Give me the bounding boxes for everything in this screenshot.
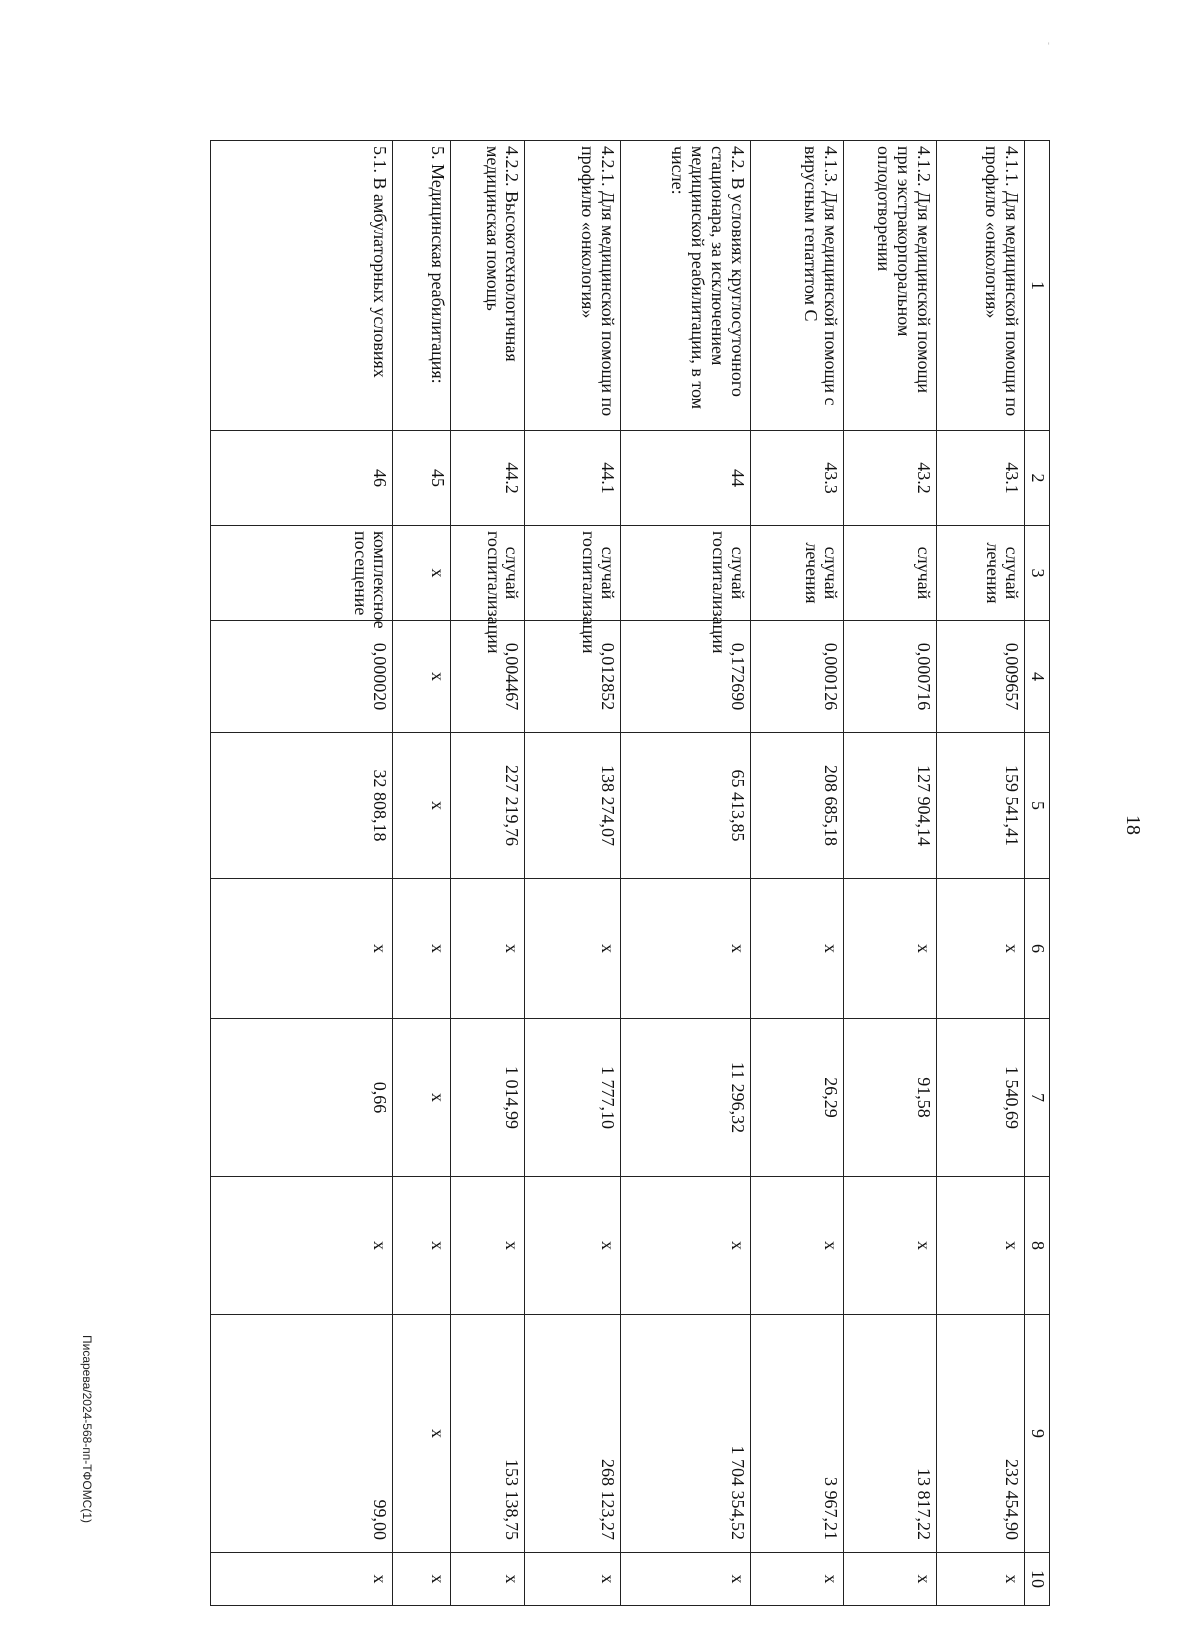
row-label: 5.1. В амбулаторных условиях [211,141,393,431]
row-code: 43.2 [843,431,936,526]
row-label: 4.1.1. Для медицинской помощи по профилю «онкология» [936,141,1024,431]
row-col8: х [211,1177,393,1315]
header-cell: 5 [1024,733,1049,879]
row-unit: случай госпитализации [525,526,620,621]
row-code: 44 [620,431,750,526]
row-volume: 0,012852 [525,621,620,733]
row-code: 44.2 [451,431,525,526]
row-cost: 65 413,85 [620,733,750,879]
table-row [393,141,451,1606]
table-row [525,141,620,1606]
row-cost: 208 685,18 [750,733,843,879]
row-col7: 1 540,69 [936,1019,1024,1177]
table-row [936,141,1024,1606]
row-unit: комплексное посещение [211,526,393,621]
row-col7: 91,58 [843,1019,936,1177]
row-label: 4.2.2. Высокотехнологичная медицинская помощь [451,141,525,431]
row-volume: 0,172690 [620,621,750,733]
row-col6: х [211,879,393,1019]
row-volume: х [393,621,451,733]
row-cost: 227 219,76 [451,733,525,879]
row-col10: х [211,1553,393,1606]
row-col9: 99,00 [211,1315,393,1553]
row-code: 44.1 [525,431,620,526]
row-col9: 153 138,75 [451,1315,525,1553]
row-cost: х [393,733,451,879]
table-row [620,141,750,1606]
data-table [210,140,1050,1606]
row-col6: х [620,879,750,1019]
row-col7: 0,66 [211,1019,393,1177]
row-col6: х [451,879,525,1019]
row-col7: 1 777,10 [525,1019,620,1177]
row-volume: 0,009657 [936,621,1024,733]
table-row [451,141,525,1606]
row-col9: 232 454,90 [936,1315,1024,1553]
row-col7: 1 014,99 [451,1019,525,1177]
row-col6: х [393,879,451,1019]
row-code: 45 [393,431,451,526]
row-col9: 3 967,21 [750,1315,843,1553]
row-label: 4.1.2. Для медицинской помощи при экстракорпоральном оплодотворении [843,141,936,431]
row-label: 4.2.1. Для медицинской помощи по профилю «онкология» [525,141,620,431]
row-label: 4.2. В условиях круглосуточного стационара, за исключением медицинской реабилитации, в том числе: [620,141,750,431]
row-label: 5. Медицинская реабилитация: [393,141,451,431]
row-col10: х [525,1553,620,1606]
row-volume: 0,000126 [750,621,843,733]
row-col10: х [750,1553,843,1606]
header-cell: 3 [1024,526,1049,621]
row-volume: 0,000716 [843,621,936,733]
row-code: 46 [211,431,393,526]
row-col7: 26,29 [750,1019,843,1177]
header-cell: 10 [1024,1553,1049,1606]
row-col8: х [750,1177,843,1315]
row-col9: 268 123,27 [525,1315,620,1553]
row-col10: х [843,1553,936,1606]
row-col6: х [936,879,1024,1019]
table-row [750,141,843,1606]
corner-mark: - [1044,42,1054,45]
row-cost: 138 274,07 [525,733,620,879]
row-col8: х [451,1177,525,1315]
header-cell: 8 [1024,1177,1049,1315]
row-code: 43.3 [750,431,843,526]
row-unit: случай госпитализации [620,526,750,621]
row-col8: х [393,1177,451,1315]
page-number: 18 [1122,815,1144,835]
row-col9: 13 817,22 [843,1315,936,1553]
table-row [843,141,936,1606]
row-col10: х [936,1553,1024,1606]
row-col10: х [451,1553,525,1606]
row-col6: х [525,879,620,1019]
footer-document-id: Писарева/2024-568-пп-ТФОМС(1) [80,1335,94,1524]
row-col7: 11 296,32 [620,1019,750,1177]
row-col7: х [393,1019,451,1177]
row-col8: х [843,1177,936,1315]
header-cell: 1 [1024,141,1049,431]
row-col10: х [620,1553,750,1606]
row-col8: х [620,1177,750,1315]
table-row [211,141,393,1606]
row-col9: х [393,1315,451,1553]
row-unit: случай лечения [936,526,1024,621]
header-cell: 2 [1024,431,1049,526]
row-code: 43.1 [936,431,1024,526]
header-cell: 6 [1024,879,1049,1019]
row-col6: х [750,879,843,1019]
row-unit: случай госпитализации [451,526,525,621]
row-col9: 1 704 354,52 [620,1315,750,1553]
row-cost: 32 808,18 [211,733,393,879]
row-unit: случай лечения [750,526,843,621]
row-cost: 127 904,14 [843,733,936,879]
row-label: 4.1.3. Для медицинской помощи с вирусным гепатитом С [750,141,843,431]
table-header-row [1024,141,1049,1606]
row-volume: 0,000020 [211,621,393,733]
row-col10: х [393,1553,451,1606]
header-cell: 7 [1024,1019,1049,1177]
header-cell: 4 [1024,621,1049,733]
header-cell: 9 [1024,1315,1049,1553]
row-col6: х [843,879,936,1019]
row-col8: х [525,1177,620,1315]
row-cost: 159 541,41 [936,733,1024,879]
row-unit: случай [843,526,936,621]
row-unit: х [393,526,451,621]
row-volume: 0,004467 [451,621,525,733]
row-col8: х [936,1177,1024,1315]
